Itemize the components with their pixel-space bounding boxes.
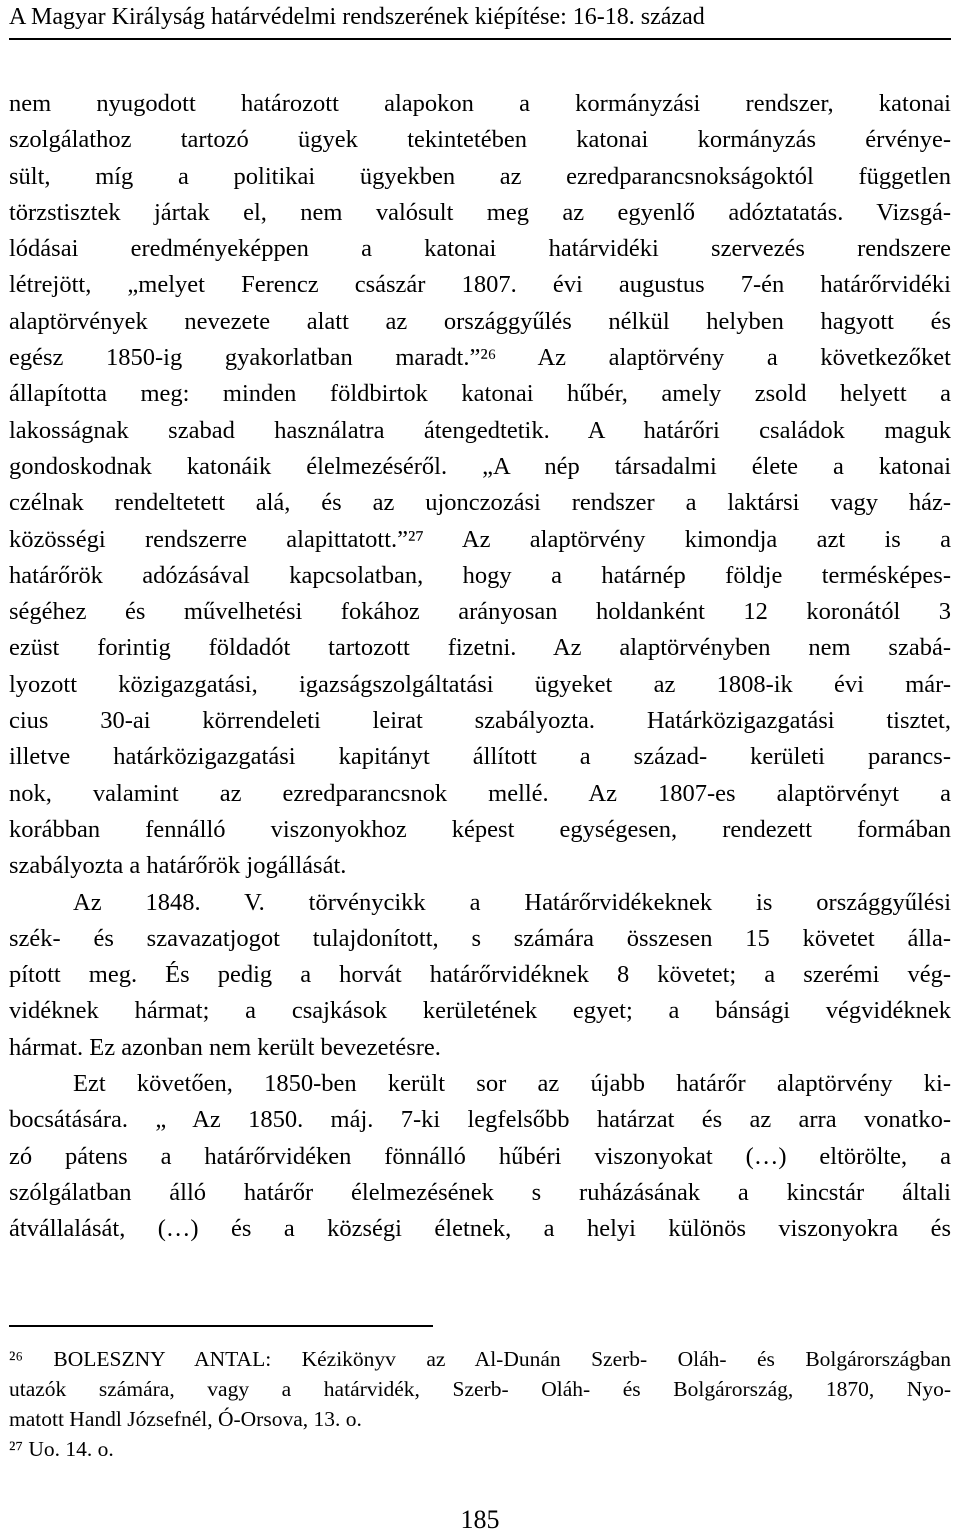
body-line: ségéhez és művelhetési fokához arányosan holdanként 12 koronától 3 <box>9 598 951 626</box>
body-line: nem nyugodott határozott alapokon a kormányzási rendszer, katonai <box>9 90 951 117</box>
body-line: Az 1848. V. törvénycikk a Határőrvidékeknek is országgyűlési <box>73 888 951 916</box>
footnote-line: matott Handl Józsefnél, Ó-Orsova, 13. o. <box>9 1407 362 1431</box>
body-line: egész 1850-ig gyakorlatban maradt.”²⁶ Az alaptörvény a következőket <box>9 344 951 372</box>
body-line: alaptörvények nevezete alatt az országgyűlés nélkül helyben hagyott és <box>9 307 951 335</box>
running-header: A Magyar Királyság határvédelmi rendszerének kiépítése: 16-18. század <box>9 2 951 40</box>
body-line: határőrök adózásával kapcsolatban, hogy a határnép földje termésképes- <box>9 561 951 589</box>
body-line: nok, valamint az ezredparancsnok mellé. Az 1807-es alaptörvényt a <box>9 779 951 807</box>
footnote-line: ²⁶ BOLESZNY ANTAL: Kézikönyv az Al-Dunán Szerb- Oláh- és Bolgárországban <box>9 1347 951 1371</box>
body-line: szék- és szavazatjogot tulajdonított, s számára összesen 15 követet álla- <box>9 924 951 952</box>
body-line: korábban fennálló viszonyokhoz képest egységesen, rendezett formában <box>9 815 951 843</box>
body-text <box>9 86 951 1248</box>
body-line: törzstisztek jártak el, nem valósult meg az egyenlő adóztatatás. Vizsgá- <box>9 198 951 226</box>
body-line: szólgálatban álló határőr élelmezésének s ruházásának a kincstár általi <box>9 1178 951 1206</box>
body-line: állapította meg: minden földbirtok katonai hűbér, amely zsold helyett a <box>9 380 951 408</box>
body-line: pított meg. És pedig a horvát határőrvidéknek 8 követet; a szerémi vég- <box>9 961 951 989</box>
body-line: illetve határközigazgatási kapitányt állított a század- kerületi parancs- <box>9 743 951 771</box>
body-line: gondoskodnak katonáik élelmezéséről. „A nép társadalmi élete a katonai <box>9 452 951 480</box>
body-line: közösségi rendszerre alapittatott.”²⁷ Az alaptörvény kimondja azt is a <box>9 525 951 553</box>
body-line: Ezt követően, 1850-ben került sor az újabb határőr alaptörvény ki- <box>73 1070 951 1098</box>
body-line: lakosságnak szabad használatra átengedtetik. A határőri családok maguk <box>9 416 951 444</box>
body-line: sült, míg a politikai ügyekben az ezredparancsnokságoktól független <box>9 162 951 190</box>
footnote-line: ²⁷ Uo. 14. o. <box>9 1437 114 1461</box>
body-line: bocsátására. „ Az 1850. máj. 7-ki legfelsőbb határzat és az arra vonatko- <box>9 1106 951 1134</box>
body-line: szabályozta a határőrök jogállását. <box>9 852 347 880</box>
body-line: szolgálathoz tartozó ügyek tekintetében katonai kormányzás érvénye- <box>9 126 951 154</box>
body-line: czélnak rendeltetett alá, és az ujonczozási rendszer a laktársi vagy ház- <box>9 489 951 517</box>
body-line: lódásai eredményeképpen a katonai határvidéki szervezés rendszere <box>9 235 951 263</box>
footnote-line: utazók számára, vagy a határvidék, Szerb- Oláh- és Bolgárország, 1870, Nyo- <box>9 1377 951 1401</box>
body-line: zó pátens a határőrvidéken fönnálló hűbéri viszonyokat (…) eltörölte, a <box>9 1142 951 1170</box>
footnote-separator <box>9 1325 433 1327</box>
footnotes <box>9 1344 951 1464</box>
body-line: ezüst forintig földadót tartozott fizetni. Az alaptörvényben nem szabá- <box>9 634 951 662</box>
body-line: átvállalását, (…) és a községi életnek, a helyi különös viszonyokra és <box>9 1215 951 1243</box>
page-number: 185 <box>460 1505 500 1534</box>
body-line: hármat. Ez azonban nem került bevezetésre. <box>9 1033 441 1061</box>
body-line: vidéknek hármat; a csajkások kerületének egyet; a bánsági végvidéknek <box>9 997 951 1025</box>
body-line: cius 30-ai körrendeleti leirat szabályozta. Határközigazgatási tisztet, <box>9 707 951 735</box>
body-line: létrejött, „melyet Ferencz császár 1807. évi augustus 7-én határőrvidéki <box>9 271 951 299</box>
body-line: lyozott közigazgatási, igazságszolgáltatási ügyeket az 1808-ik évi már- <box>9 670 951 698</box>
